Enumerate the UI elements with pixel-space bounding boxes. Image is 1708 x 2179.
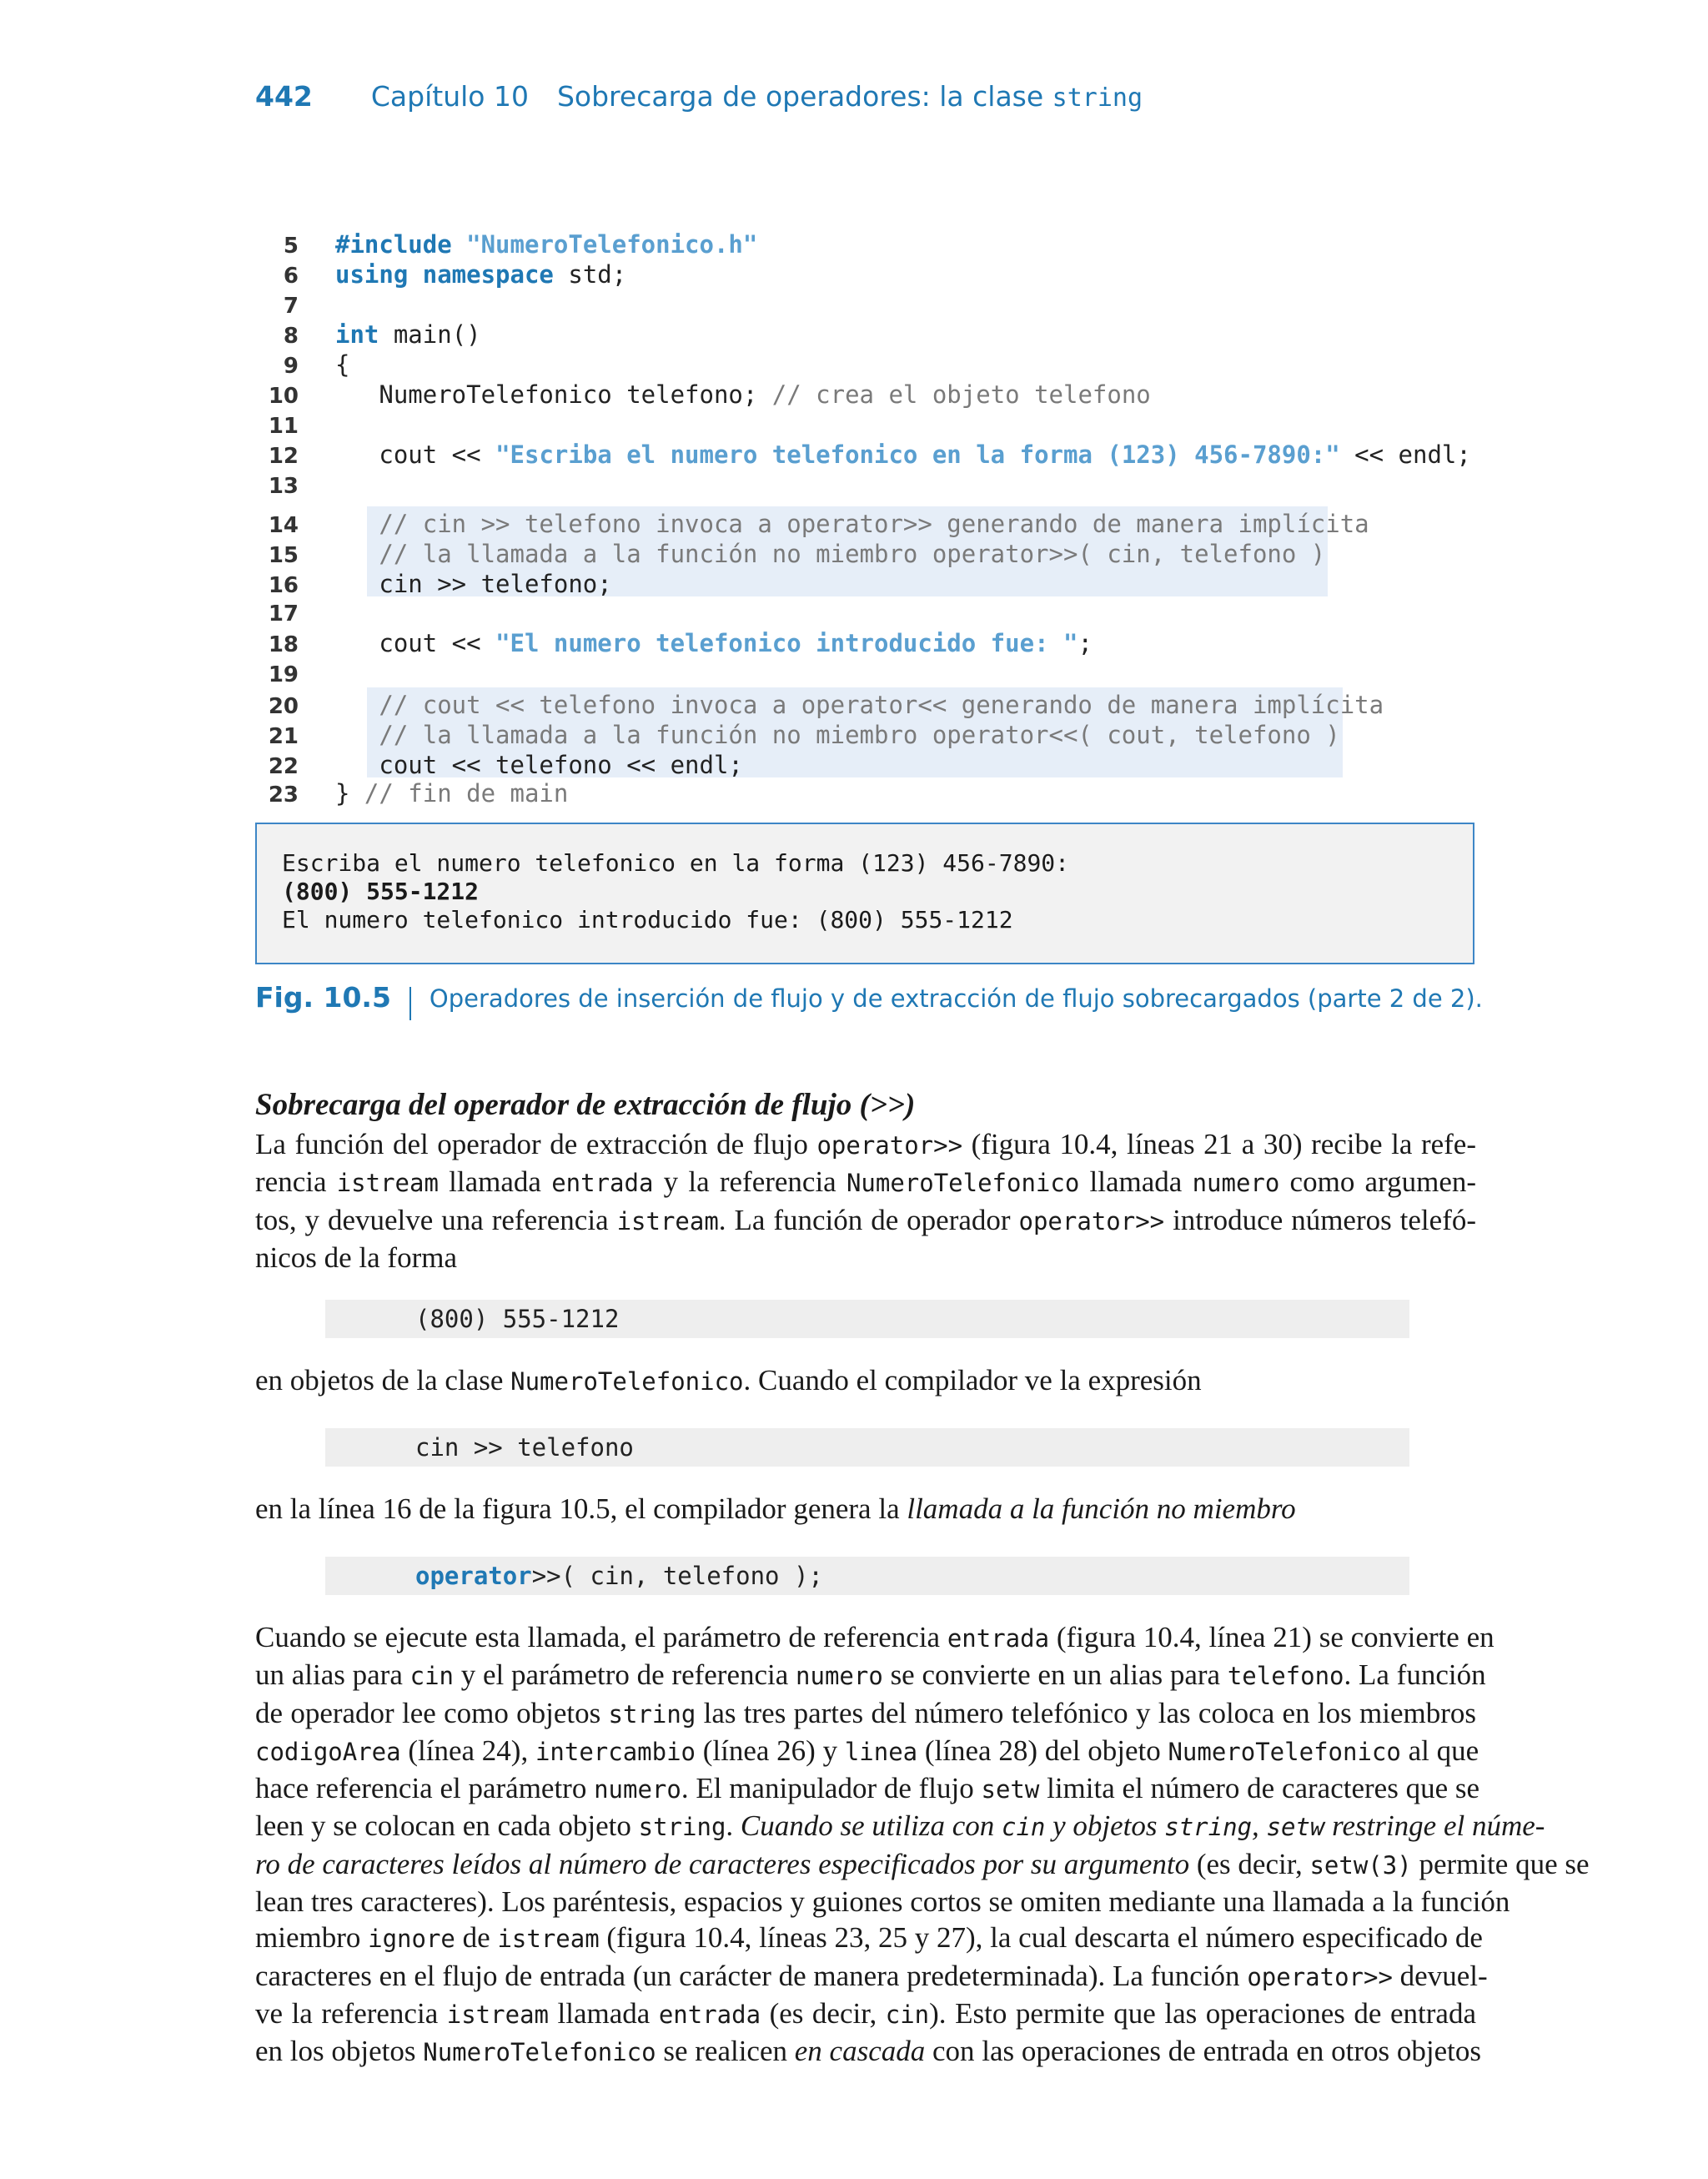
text-line: ve la referencia istream llamada entrada (es decir, cin). Esto permite que las operaciones de entrada (255, 1996, 1476, 2030)
chapter-title (557, 80, 1143, 113)
line-number: 22 (268, 754, 299, 779)
text-line: en los objetos NumeroTelefonico se realicen en cascada con las operaciones de entrada en otros objetos (255, 2035, 1481, 2068)
line-number: 9 (283, 354, 299, 379)
text-line: rencia istream llamada entrada y la referencia NumeroTelefonico llamada numero como argumen- (255, 1165, 1477, 1199)
paragraph-1 (255, 1126, 1476, 1276)
text-line: codigoArea (línea 24), intercambio (línea 26) y linea (línea 28) del objeto NumeroTelefonico al que (255, 1734, 1479, 1767)
figure-caption-text: Operadores de inserción de flujo y de extracción de flujo sobrecargados (parte 2 de 2). (429, 984, 1483, 1013)
code-line (255, 691, 1384, 719)
program-output (255, 823, 1474, 964)
code-text: cout << (335, 629, 496, 657)
code-line (255, 598, 335, 627)
code-line (255, 230, 757, 259)
text-line: lean tres caracteres). Los paréntesis, espacios y guiones cortos se omiten mediante una llamada a la función (255, 1885, 1510, 1919)
code-line (255, 510, 1369, 538)
chapter-title-text: Sobrecarga de operadores: la clase (556, 80, 1052, 113)
code-comment: // la llamada a la función no miembro operator<<( cout, telefono ) (335, 721, 1340, 749)
code-line (255, 440, 1471, 469)
line-number: 23 (268, 783, 299, 808)
code-snippet-1: (800) 555-1212 (325, 1300, 1409, 1338)
output-line-2-user-input: (800) 555-1212 (282, 878, 480, 905)
code-text: ; (1078, 629, 1093, 657)
code-snippet-3: operator>>( cin, telefono ); (325, 1557, 1409, 1595)
line-number: 5 (283, 234, 299, 259)
code-comment: // fin de main (364, 779, 569, 808)
text-line: en objetos de la clase NumeroTelefonico. Cuando el compilador ve la expresión (255, 1364, 1202, 1396)
code-text: main() (379, 320, 481, 349)
code-line (255, 260, 626, 289)
code-comment: // la llamada a la función no miembro operator>>( cin, telefono ) (335, 540, 1326, 568)
text-line: leen y se colocan en cada objeto string. Cuando se utiliza con cin y objetos string, setw restringe el núme- (255, 1809, 1545, 1843)
output-line-1: Escriba el numero telefonico en la forma (123) 456-7890: (282, 849, 1070, 877)
line-number: 18 (268, 632, 299, 657)
code-line (255, 659, 335, 687)
code-text: { (335, 350, 350, 379)
code-snippet-2: cin >> telefono (325, 1428, 1409, 1467)
line-number: 12 (268, 444, 299, 469)
code-line (255, 629, 1093, 657)
code-keyword: int (335, 320, 379, 349)
code-text: cout << telefono << endl; (335, 751, 743, 779)
text-line: Cuando se ejecute esta llamada, el parámetro de referencia entrada (figura 10.4, línea 21) se convierte en (255, 1621, 1494, 1653)
code-line (255, 380, 1151, 409)
line-number: 20 (268, 694, 299, 719)
code-line (255, 410, 335, 439)
text-line: ro de caracteres leídos al número de caracteres especificados por su argumento (es decir, setw(3) permite que se (255, 1847, 1590, 1880)
paragraph-2 (255, 1362, 1476, 1400)
page-header (255, 80, 1143, 113)
code-string: "NumeroTelefonico.h" (466, 230, 758, 259)
figure-label: Fig. 10.5 (255, 981, 391, 1014)
code-line (255, 751, 743, 779)
code-line (255, 290, 335, 319)
code-comment: // cin >> telefono invoca a operator>> generando de manera implícita (335, 510, 1369, 538)
code-line (255, 320, 481, 349)
text-line: caracteres en el flujo de entrada (un carácter de manera predeterminada). La función operator>> devuel- (255, 1959, 1488, 1992)
line-number: 16 (268, 573, 299, 598)
output-line-3: El numero telefonico introducido fue: (800) 555-1212 (282, 906, 1013, 933)
chapter-title-code: string (1052, 83, 1143, 113)
code-line (255, 721, 1340, 749)
text-line: tos, y devuelve una referencia istream. La función de operador operator>> introduce números telefó- (255, 1203, 1476, 1236)
text-line: hace referencia el parámetro numero. El manipulador de flujo setw limita el número de caracteres que se (255, 1772, 1480, 1805)
line-number: 13 (268, 474, 299, 499)
code-comment: // crea el objeto telefono (771, 380, 1151, 409)
code-string: "Escriba el numero telefonico en la forma (123) 456-7890:" (495, 440, 1340, 469)
code-text: << endl; (1339, 440, 1471, 469)
code-keyword: using namespace (335, 260, 554, 289)
text-line: miembro ignore de istream (figura 10.4, líneas 23, 25 y 27), la cual descarta el número especificado de (255, 1921, 1483, 1955)
line-number: 8 (283, 324, 299, 349)
code-text: std; (553, 260, 627, 289)
line-number: 21 (268, 724, 299, 749)
code-text: } (335, 779, 364, 808)
line-number: 6 (283, 264, 299, 289)
code-line (255, 350, 349, 379)
code-text: cout << (335, 440, 496, 469)
code-line (255, 471, 335, 499)
code-line (255, 570, 612, 598)
text-line: de operador lee como objetos string las tres partes del número telefónico y las coloca en los miembros (255, 1696, 1476, 1729)
text-line: nicos de la forma (255, 1240, 457, 1274)
code-text: cin >> telefono; (335, 570, 612, 598)
page-number: 442 (255, 80, 313, 113)
figure-caption (255, 981, 1483, 1020)
line-number: 17 (268, 601, 299, 627)
line-number: 7 (283, 294, 299, 319)
code-text: NumeroTelefonico telefono; (335, 380, 772, 409)
chapter-label: Capítulo 10 (370, 80, 529, 113)
code-line (255, 540, 1325, 568)
text-line: un alias para cin y el parámetro de referencia numero se convierte en un alias para telefono. La función (255, 1658, 1486, 1692)
code-keyword: #include (335, 230, 467, 259)
line-number: 14 (268, 513, 299, 538)
section-heading: Sobrecarga del operador de extracción de flujo (>>) (255, 1088, 916, 1122)
paragraph-4 (255, 1619, 1590, 2071)
caption-divider (409, 987, 411, 1020)
line-number: 11 (268, 414, 299, 439)
text-line: en la línea 16 de la figura 10.5, el compilador genera la llamada a la función no miembro (255, 1492, 1296, 1525)
code-string: "El numero telefonico introducido fue: " (495, 629, 1078, 657)
text-line: La función del operador de extracción de flujo operator>> (figura 10.4, líneas 21 a 30) recibe la refe- (255, 1128, 1476, 1160)
line-number: 19 (268, 662, 299, 687)
line-number: 10 (268, 384, 299, 409)
code-comment: // cout << telefono invoca a operator<< generando de manera implícita (335, 691, 1384, 719)
code-line (255, 779, 568, 808)
paragraph-3 (255, 1491, 1476, 1527)
line-number: 15 (268, 543, 299, 568)
